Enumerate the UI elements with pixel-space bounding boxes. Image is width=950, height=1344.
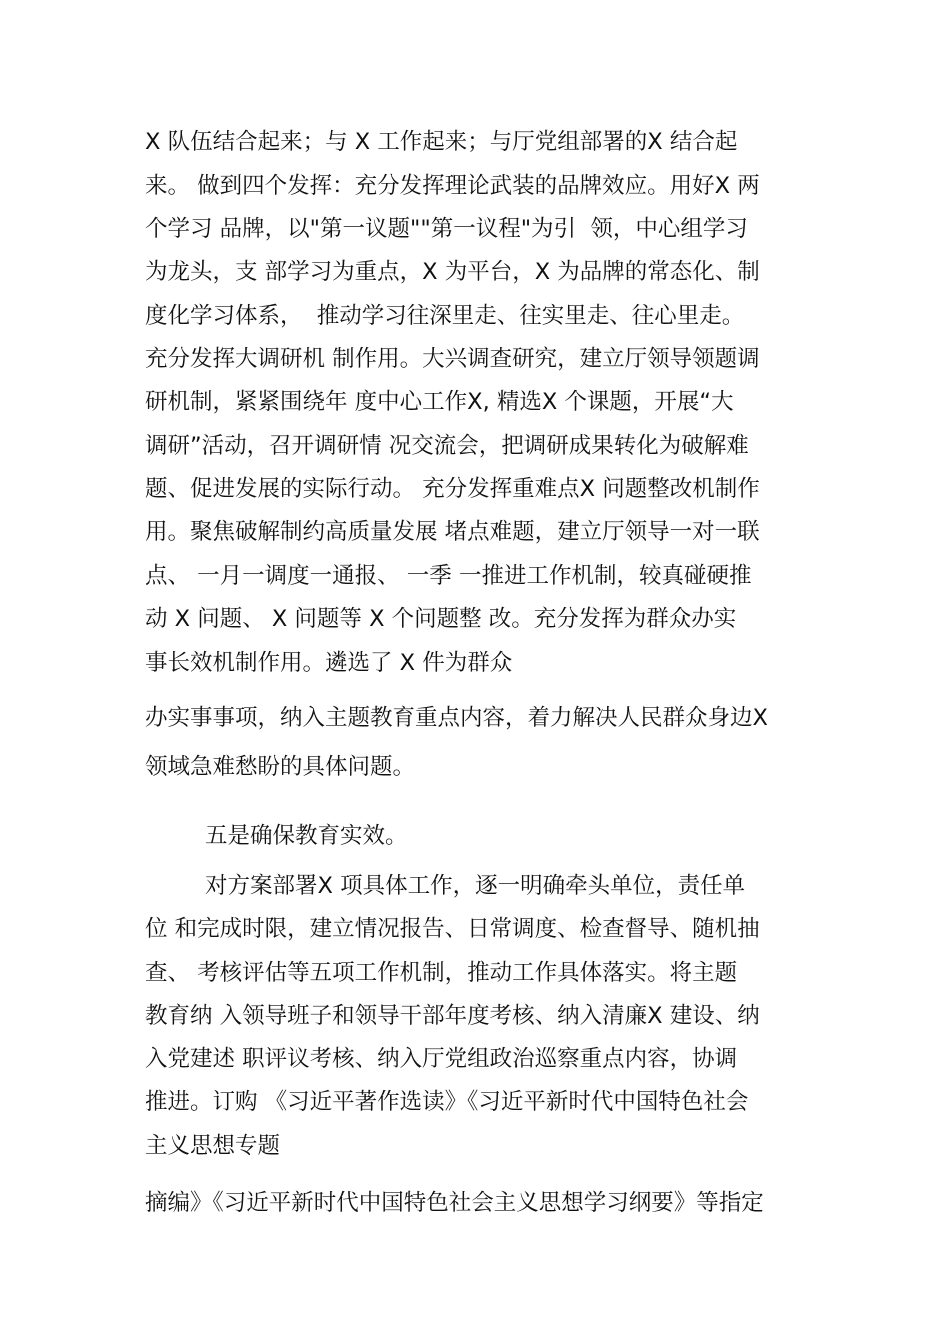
text-line: 调研”活动，召开调研情 况交流会，把调研成果转化为破解难	[145, 433, 749, 459]
text-line: 充分发挥大调研机 制作用。大兴调查研究，建立厅领导领题调	[145, 346, 760, 372]
text-line: 研机制，紧紧围绕年 度中心工作X, 精选X 个课题，开展“大	[145, 389, 734, 415]
text-line: 领域急难愁盼的具体问题。	[145, 754, 416, 780]
text-line: 对方案部署X 项具体工作，逐一明确牵头单位，责任单	[205, 873, 746, 899]
text-line: 点、 一月一调度一通报、 一季 一推进工作机制，较真碰硬推	[145, 563, 752, 589]
text-line: 位 和完成时限，建立情况报告、日常调度、检查督导、随机抽	[145, 916, 760, 942]
text-line: 摘编》《习近平新时代中国特色社会主义思想学习纲要》等指定	[145, 1190, 764, 1216]
text-line: 查、 考核评估等五项工作机制，推动工作具体落实。将主题	[145, 960, 738, 986]
section-heading: 五是确保教育实效。	[205, 823, 408, 849]
text-line: X 队伍结合起来；与 X 工作起来；与厅党组部署的X 结合起	[145, 129, 738, 155]
text-line: 个学习 品牌，以"第一议题""第一议程"为引 领，中心组学习	[145, 216, 748, 242]
text-line: 办实事事项，纳入主题教育重点内容，着力解决人民群众身边X	[145, 705, 768, 731]
text-line: 主义思想专题	[145, 1133, 281, 1159]
text-line: 入党建述 职评议考核、纳入厅党组政治巡察重点内容，协调	[145, 1046, 738, 1072]
text-line: 用。聚焦破解制约高质量发展 堵点难题，建立厅领导一对一联	[145, 519, 760, 545]
text-line: 题、促进发展的实际行动。 充分发挥重难点X 问题整改机制作	[145, 476, 760, 502]
text-line: 来。 做到四个发挥：充分发挥理论武装的品牌效应。用好X 两	[145, 173, 760, 199]
text-line: 动 X 问题、 X 问题等 X 个问题整 改。充分发挥为群众办实	[145, 606, 737, 632]
text-line: 度化学习体系， 推动学习往深里走、往实里走、往心里走。	[145, 303, 745, 329]
text-line: 推进。订购 《习近平著作选读》《习近平新时代中国特色社会	[145, 1089, 749, 1115]
text-line: 为龙头，支 部学习为重点，X 为平台，X 为品牌的常态化、制	[145, 259, 760, 285]
text-line: 事长效机制作用。遴选了 X 件为群众	[145, 650, 513, 676]
text-line: 教育纳 入领导班子和领导干部年度考核、纳入清廉X 建设、纳	[145, 1003, 760, 1029]
